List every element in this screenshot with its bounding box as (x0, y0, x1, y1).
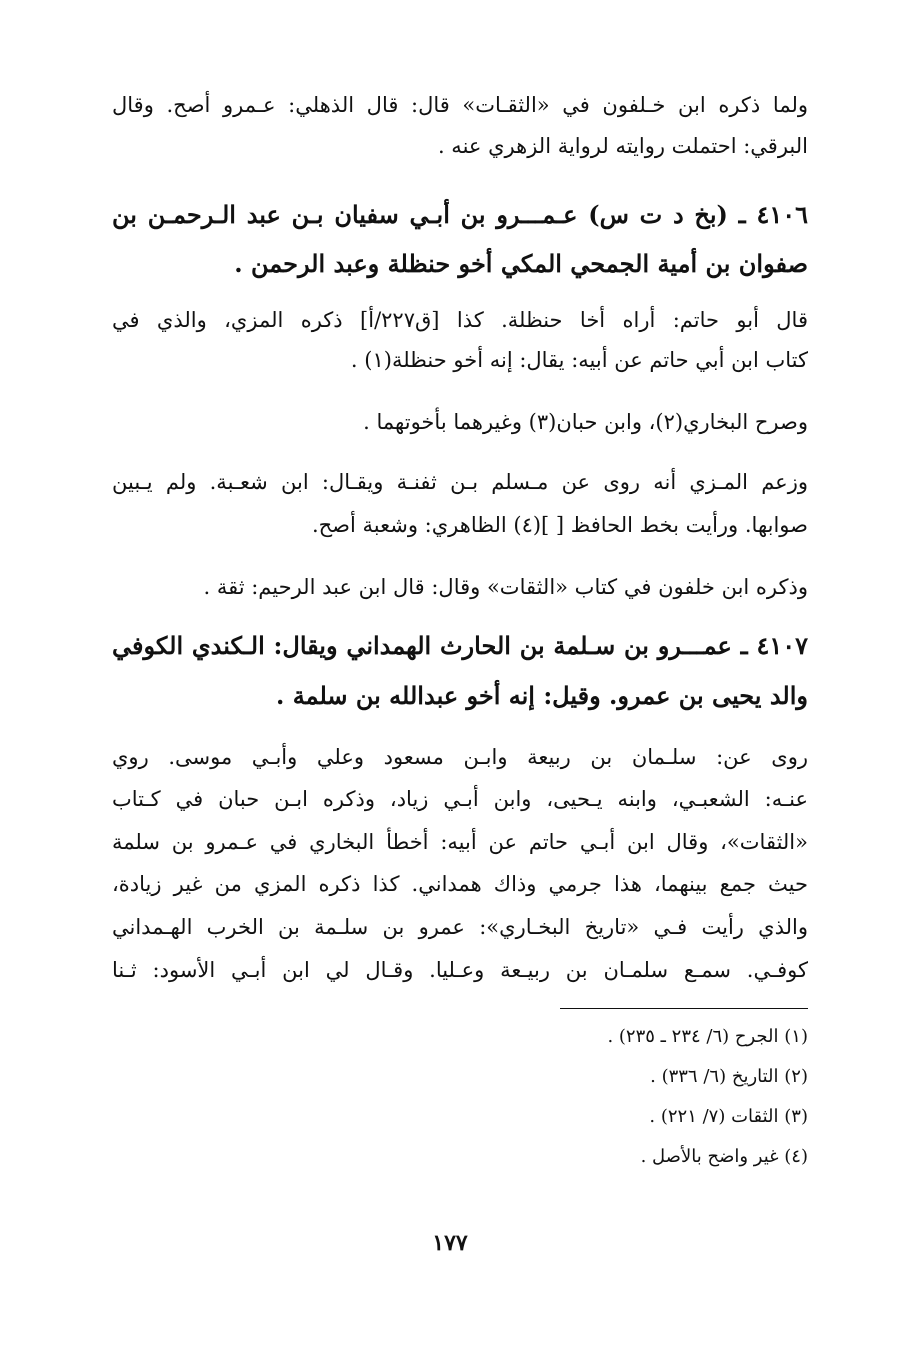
text-line: والذي رأيت فـي «تاريخ البخـاري»: عمرو بن سلـمة بن الخرب الهـمداني (112, 915, 808, 939)
footnote: (٣) الثقات (٧/ ٢٢١) . (649, 1106, 808, 1127)
footnote: (٢) التاريخ (٦/ ٣٣٦) . (650, 1066, 808, 1087)
text-line: ولما ذكره ابن خـلفون في «الثقـات» قال: قال الذهلي: عـمرو أصح. وقال (112, 93, 808, 117)
entry-heading: والد يحيى بن عمرو. وقيل: إنه أخو عبدالله بن سلمة . (276, 681, 808, 710)
entry-heading: ٤١٠٧ ـ عمـــرو بن سـلمة بن الحارث الهمداني ويقال: الـكندي الكوفي (112, 631, 808, 660)
text-line: قال أبو حاتم: أراه أخا حنظلة. كذا [ق٢٢٧/أ] ذكره المزي، والذي في (112, 308, 808, 332)
footnote-separator (560, 1008, 808, 1009)
text-line: حيث جمع بينهما، هذا جرمي وذاك همداني. كذا ذكره المزي من غير زيادة، (112, 872, 808, 896)
page-number: ١٧٧ (432, 1230, 468, 1256)
footnote: (٤) غير واضح بالأصل . (640, 1146, 808, 1167)
text-line: وزعم المـزي أنه روى عن مـسلم بـن ثفنـة ويقـال: ابن شعـبة. ولم يـبين (112, 470, 808, 494)
text-line: صوابها. ورأيت بخط الحافظ [ ](٤) الظاهري: وشعبة أصح. (311, 513, 808, 537)
footnote: (١) الجرح (٦/ ٢٣٤ ـ ٢٣٥) . (607, 1026, 808, 1047)
text-line: وصرح البخاري(٢)، وابن حبان(٣) وغيرهما بأخوتهما . (363, 410, 808, 434)
text-line: كوفـي. سمـع سلمـان بن ربيـعة وعـليا. وقـال لي ابن أبـي الأسود: ثـنا (112, 958, 808, 982)
text-line: البرقي: احتملت روايته لرواية الزهري عنه . (437, 134, 808, 158)
text-line: وذكره ابن خلفون في كتاب «الثقات» وقال: قال ابن عبد الرحيم: ثقة . (203, 575, 808, 599)
text-line: كتاب ابن أبي حاتم عن أبيه: يقال: إنه أخو حنظلة(١) . (350, 348, 808, 372)
entry-heading: صفوان بن أمية الجمحي المكي أخو حنظلة وعبد الرحمن . (234, 249, 808, 278)
entry-heading: ٤١٠٦ ـ (بخ د ت س) عـمـــرو بن أبـي سفيان بـن عبد الـرحمـن بن (112, 200, 808, 229)
text-line: «الثقات»، وقال ابن أبـي حاتم عن أبيه: أخطأ البخاري في عـمرو بن سلمة (112, 830, 808, 854)
text-line: روى عن: سلـمان بن ربيعة وابـن مسعود وعلي وأبـي موسى. روي (112, 745, 808, 769)
text-line: عنـه: الشعبـي، وابنه يـحيى، وابن أبـي زياد، وذكره ابـن حبان في كـتاب (112, 787, 808, 811)
